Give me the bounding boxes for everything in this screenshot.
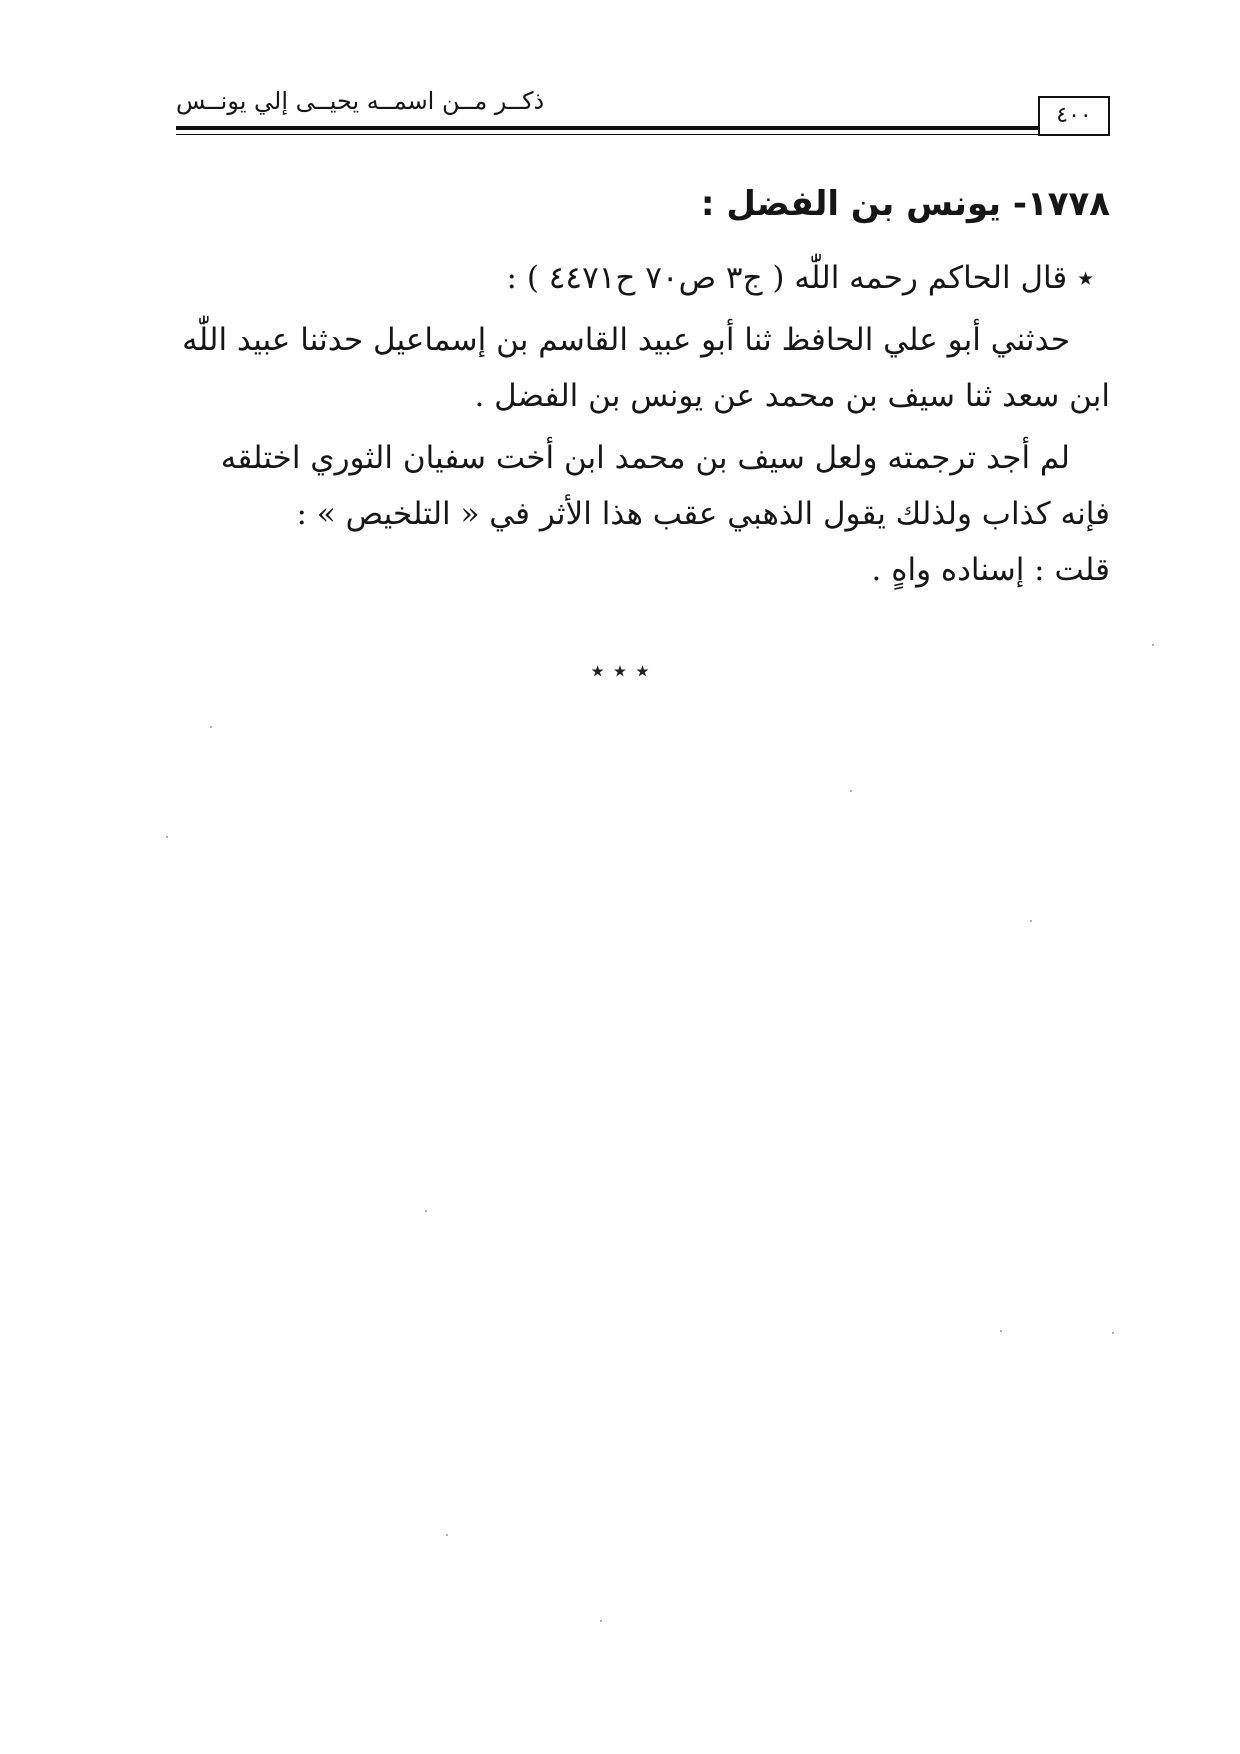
scan-speck <box>210 726 212 728</box>
commentary-line: لم أجد ترجمته ولعل سيف بن محمد ابن أخت سفيان الثوري اختلقه <box>220 440 1070 476</box>
scan-speck <box>166 836 168 838</box>
page-number: ٤٠٠ <box>1038 96 1110 136</box>
header-rule-thin <box>176 134 1038 135</box>
commentary-paragraph <box>176 430 1110 598</box>
isnad-line: ابن سعد ثنا سيف بن محمد عن يونس بن الفضل . <box>474 378 1110 414</box>
scan-speck <box>1112 1332 1114 1334</box>
running-header <box>176 84 1110 148</box>
entry-body <box>176 176 1110 598</box>
section-separator: ٭ ٭ ٭ <box>590 656 650 686</box>
running-title: ذكــر مــن اسمــه يحيــى إلي يونــس <box>176 87 545 115</box>
source-citation: ٭ قال الحاكم رحمه اللّٰه ( ج٣ ص٧٠ ح٤٤٧١ ) : <box>506 260 1094 296</box>
scan-speck <box>1000 1330 1002 1332</box>
header-rule-thick <box>176 126 1038 130</box>
isnad-paragraph <box>176 312 1110 424</box>
scan-speck <box>850 790 852 792</box>
entry-heading: ١٧٧٨- يونس بن الفضل : <box>700 184 1110 224</box>
scan-speck <box>1030 920 1032 922</box>
scan-speck <box>425 1210 427 1212</box>
isnad-line: حدثني أبو علي الحافظ ثنا أبو عبيد القاسم بن إسماعيل حدثنا عبيد اللّٰه <box>182 322 1070 358</box>
scan-speck <box>446 1534 448 1536</box>
scan-speck <box>1152 644 1154 646</box>
commentary-line: قلت : إسناده واهٍ . <box>871 552 1110 588</box>
scan-speck <box>600 1620 602 1622</box>
commentary-line: فإنه كذاب ولذلك يقول الذهبي عقب هذا الأثر في « التلخيص » : <box>296 496 1110 532</box>
